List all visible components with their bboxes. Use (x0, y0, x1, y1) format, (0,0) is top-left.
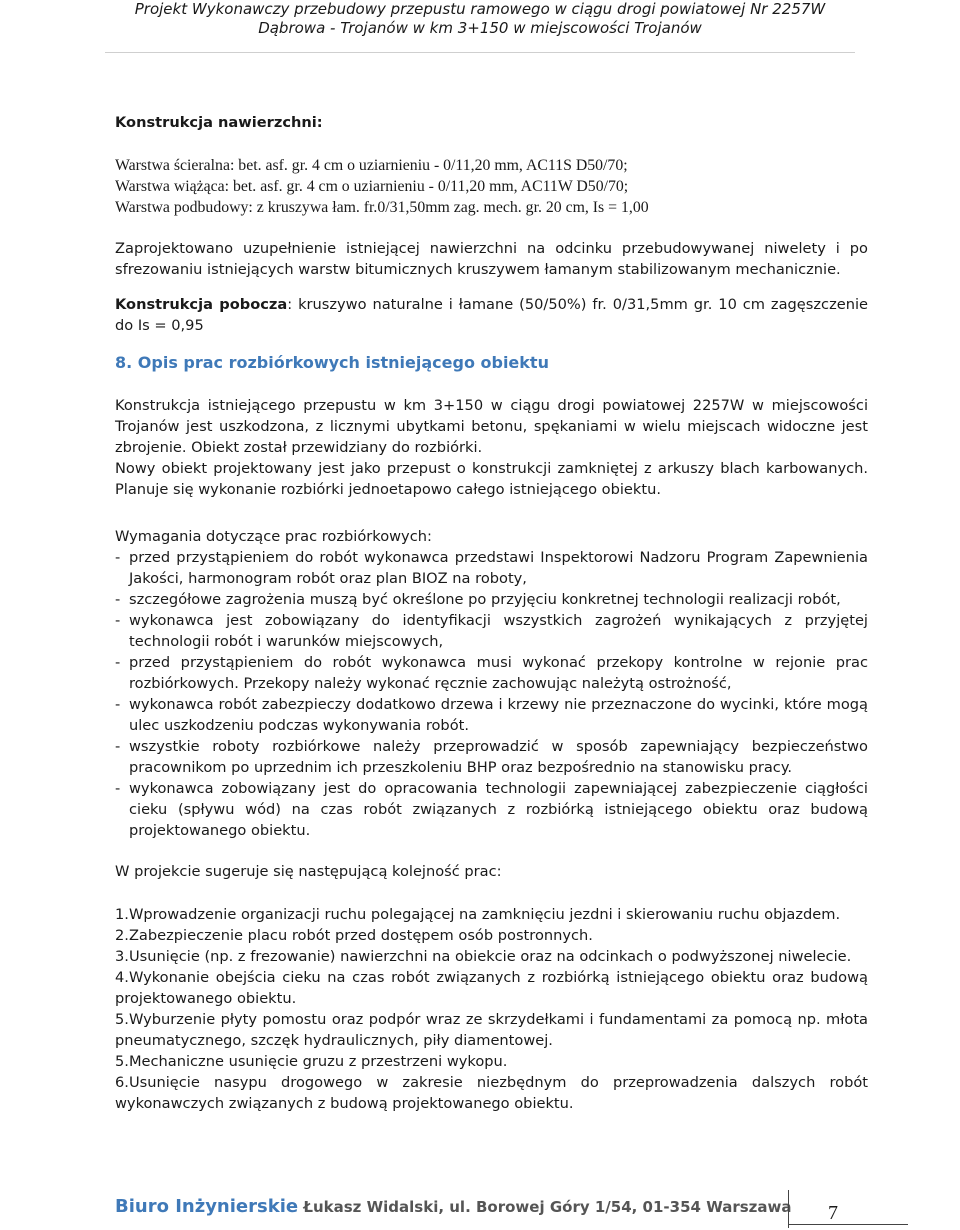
layer-wearing: Warstwa ścieralna: bet. asf. gr. 4 cm o uziarnieniu - 0/11,20 mm, AC11S D50/70; (115, 157, 628, 174)
list-item: 4.Wykonanie obejścia cieku na czas robót związanych z rozbiórką istniejącego obiektu oraz budową projektowanego obiektu. (115, 969, 868, 1007)
list-item: - przed przystąpieniem do robót wykonawca przedstawi Inspektorowi Nadzoru Program Zapewnienia Jakości, harmonogram robót oraz plan BIOZ na roboty, (115, 549, 868, 587)
layer-binding: Warstwa wiążąca: bet. asf. gr. 4 cm o uziarnieniu - 0/11,20 mm, AC11W D50/70; (115, 178, 629, 195)
page-footer (115, 1196, 791, 1217)
header-title-line1: Projekt Wykonawczy przebudowy przepustu ramowego w ciągu drogi powiatowej Nr 2257W (134, 0, 826, 18)
shoulder-label: Konstrukcja pobocza (115, 296, 288, 313)
list-item: - szczegółowe zagrożenia muszą być określone po przyjęciu konkretnej technologii realizacji robót, (115, 591, 841, 608)
shoulder-paragraph (115, 294, 868, 336)
new-structure-paragraph: Nowy obiekt projektowany jest jako przepust o konstrukcji zamkniętej z arkuszy blach karbowanych. Planuje się wykonanie rozbiórki jednoetapowo całego istniejącego obiektu. (115, 460, 868, 498)
page-number-box (788, 1190, 908, 1228)
list-item: 5.Mechaniczne usunięcie gruzu z przestrzeni wykopu. (115, 1053, 508, 1070)
list-item: - przed przystąpieniem do robót wykonawca musi wykonać przekopy kontrolne w rejonie prac rozbiórkowych. Przekopy należy wykonać ręcznie zachowując należytą ostrożność, (115, 654, 868, 692)
pavement-note: Zaprojektowano uzupełnienie istniejącej nawierzchni na odcinku przebudowywanej niwelety i po sfrezowaniu istniejących warstw bitumicznych kruszywem łamanym stabilizowanym mechanicznie. (115, 240, 868, 278)
header-title-line2: Dąbrowa - Trojanów w km 3+150 w miejscowości Trojanów (258, 19, 702, 37)
list-item: 3.Usunięcie (np. z frezowanie) nawierzchni na obiekcie oraz na odcinkach o podwyższonej niwelecie. (115, 948, 852, 965)
header-divider (105, 52, 855, 53)
requirements-list (115, 547, 868, 841)
requirements-title: Wymagania dotyczące prac rozbiórkowych: (115, 528, 432, 545)
list-item: 1.Wprowadzenie organizacji ruchu polegającej na zamknięciu jezdni i skierowaniu ruchu objazdem. (115, 906, 841, 923)
page-header (0, 0, 960, 38)
list-item: - wszystkie roboty rozbiórkowe należy przeprowadzić w sposób zapewniający bezpieczeństwo pracownikom po uprzednim ich przeszkoleniu BHP oraz bezpośrednio na stanowisku pracy. (115, 738, 868, 776)
list-item: 2.Zabezpieczenie placu robót przed dostępem osób postronnych. (115, 927, 593, 944)
pavement-heading: Konstrukcja nawierzchni: (115, 114, 323, 131)
list-item: - wykonawca zobowiązany jest do opracowania technologii zapewniającej zabezpieczenie ciągłości cieku (spływu wód) na czas robót związanych z rozbiórką istniejącego obiektu oraz budową projektowanego obiektu. (115, 780, 868, 839)
footer-address: Łukasz Widalski, ul. Borowej Góry 1/54, 01-354 Warszawa (303, 1198, 792, 1216)
list-item: 5.Wyburzenie płyty pomostu oraz podpór wraz ze skrzydełkami i fundamentami za pomocą np. młota pneumatycznego, szczęk hydraulicznych, piły diamentowej. (115, 1011, 868, 1049)
order-title: W projekcie sugeruje się następującą kolejność prac: (115, 863, 502, 880)
list-item: - wykonawca robót zabezpieczy dodatkowo drzewa i krzewy nie przeznaczone do wycinki, które mogą ulec uszkodzeniu podczas wykonywania robót. (115, 696, 868, 734)
section-8-heading: 8. Opis prac rozbiórkowych istniejącego obiektu (115, 353, 549, 372)
pavement-layers (115, 155, 868, 218)
page-number: 7 (828, 1202, 838, 1224)
footer-brand: Biuro Inżynierskie (115, 1196, 299, 1217)
shoulder-text: : kruszywo naturalne i łamane (50/50%) fr. 0/31,5mm gr. 10 cm zagęszczenie do Is = 0,95 (115, 296, 868, 334)
layer-base: Warstwa podbudowy: z kruszywa łam. fr.0/31,50mm zag. mech. gr. 20 cm, Is = 1,00 (115, 199, 649, 216)
list-item: 6.Usunięcie nasypu drogowego w zakresie niezbędnym do przeprowadzenia dalszych robót wykonawczych związanych z budową projektowanego obiektu. (115, 1074, 868, 1112)
document-body (115, 112, 868, 1114)
condition-paragraph: Konstrukcja istniejącego przepustu w km 3+150 w ciągu drogi powiatowej 2257W w miejscowości Trojanów jest uszkodzona, z licznymi ubytkami betonu, spękaniami w wielu miejscach widoczne jest zbrojenie. Obiekt został przewidziany do rozbiórki. (115, 397, 868, 456)
list-item: - wykonawca jest zobowiązany do identyfikacji wszystkich zagrożeń wynikających z przyjętej technologii robót i warunków miejscowych, (115, 612, 868, 650)
steps-list (115, 904, 868, 1114)
